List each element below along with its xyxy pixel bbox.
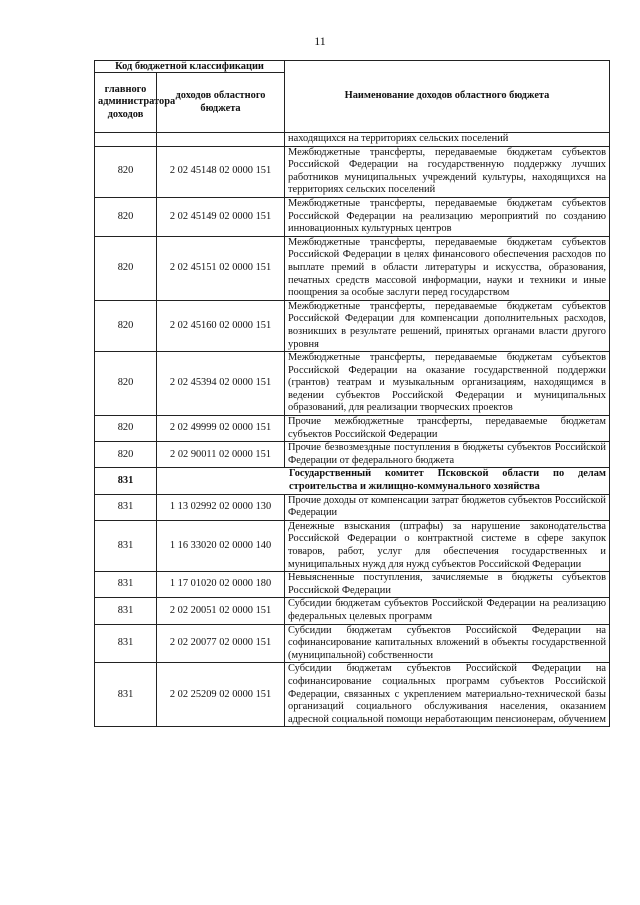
header-budget-code-group: Код бюджетной классификации [95, 61, 285, 73]
cell-income-name: Государственный комитет Псковской области по делам строительства и жилищно-коммунального хозяйства [157, 468, 610, 494]
table-row [95, 133, 610, 147]
cell-income-name: Межбюджетные трансферты, передаваемые бюджетам субъектов Российской Федерации на государственную поддержку лучших работников муниципальных учреждений культуры, находящихся на территориях сельских поселений [285, 146, 610, 197]
cell-admin-code: 820 [95, 442, 157, 468]
cell-admin-code: 831 [95, 663, 157, 727]
cell-income-name: Субсидии бюджетам субъектов Российской Федерации на софинансирование социальных программ субъектов Российской Федерации, связанных с укреплением материально-технической базы организаций социального обслуживания населения, оказанием адресной социальной помощи неработающим пенсионерам, обучением [285, 663, 610, 727]
cell-admin-code: 820 [95, 416, 157, 442]
table-row [95, 197, 610, 236]
cell-income-name: Прочие межбюджетные трансферты, передаваемые бюджетам субъектов Российской Федерации [285, 416, 610, 442]
cell-income-name: находящихся на территориях сельских поселений [285, 133, 610, 147]
cell-income-code: 2 02 45149 02 0000 151 [157, 197, 285, 236]
cell-admin-code: 831 [95, 520, 157, 571]
cell-income-code: 2 02 25209 02 0000 151 [157, 663, 285, 727]
cell-admin-code: 831 [95, 598, 157, 624]
header-income-column: доходов областного бюджета [157, 73, 285, 133]
cell-income-code: 1 16 33020 02 0000 140 [157, 520, 285, 571]
cell-income-code: 2 02 45394 02 0000 151 [157, 352, 285, 416]
cell-income-name: Денежные взыскания (штрафы) за нарушение законодательства Российской Федерации о контрактной системе в сфере закупок товаров, работ, услуг для обеспечения государственных и муниципальных нужд для нужд субъектов Российской Федерации [285, 520, 610, 571]
table-row [95, 236, 610, 300]
table-row [95, 624, 610, 663]
table-row [95, 416, 610, 442]
table-row [95, 442, 610, 468]
cell-income-code: 2 02 90011 02 0000 151 [157, 442, 285, 468]
table-row [95, 572, 610, 598]
cell-admin-code: 820 [95, 146, 157, 197]
cell-admin-code: 820 [95, 300, 157, 351]
table-row [95, 146, 610, 197]
table-row [95, 663, 610, 727]
cell-income-name: Невыясненные поступления, зачисляемые в бюджеты субъектов Российской Федерации [285, 572, 610, 598]
cell-admin-code: 820 [95, 236, 157, 300]
cell-admin-code: 831 [95, 468, 157, 494]
cell-admin-code: 820 [95, 197, 157, 236]
table-row [95, 598, 610, 624]
cell-income-name: Межбюджетные трансферты, передаваемые бюджетам субъектов Российской Федерации в целях финансового обеспечения расходов по выплате премий в области литературы и искусства, образования, печатных средств массовой информации, науки и техники и иные поощрения за особые заслуги перед государством [285, 236, 610, 300]
cell-income-code: 2 02 45151 02 0000 151 [157, 236, 285, 300]
cell-income-code: 2 02 20077 02 0000 151 [157, 624, 285, 663]
budget-classification-table [94, 60, 610, 727]
table-body [95, 133, 610, 727]
table-row [95, 352, 610, 416]
cell-income-code [157, 133, 285, 147]
cell-admin-code [95, 133, 157, 147]
table-row [95, 494, 610, 520]
cell-admin-code: 831 [95, 572, 157, 598]
table-row [95, 468, 610, 494]
cell-income-code: 1 17 01020 02 0000 180 [157, 572, 285, 598]
cell-income-name: Прочие доходы от компенсации затрат бюджетов субъектов Российской Федерации [285, 494, 610, 520]
cell-admin-code: 831 [95, 494, 157, 520]
table-row [95, 520, 610, 571]
cell-income-name: Межбюджетные трансферты, передаваемые бюджетам субъектов Российской Федерации на оказание государственной поддержки (грантов) театрам и музыкальным организациям, находящимся в ведении субъектов Российской Федерации и муниципальных образований, для реализации творческих проектов [285, 352, 610, 416]
cell-admin-code: 831 [95, 624, 157, 663]
cell-income-name: Субсидии бюджетам субъектов Российской Федерации на софинансирование капитальных вложений в объекты государственной (муниципальной) собственности [285, 624, 610, 663]
table-row [95, 300, 610, 351]
cell-income-code: 2 02 45160 02 0000 151 [157, 300, 285, 351]
cell-income-code: 2 02 20051 02 0000 151 [157, 598, 285, 624]
cell-income-name: Межбюджетные трансферты, передаваемые бюджетам субъектов Российской Федерации на реализацию мероприятий по созданию инновационных культурных центров [285, 197, 610, 236]
page-number: 11 [314, 34, 326, 48]
cell-admin-code: 820 [95, 352, 157, 416]
header-name-column: Наименование доходов областного бюджета [285, 61, 610, 133]
header-admin-column: главного администратора доходов [95, 73, 157, 133]
cell-income-code: 2 02 45148 02 0000 151 [157, 146, 285, 197]
cell-income-code: 1 13 02992 02 0000 130 [157, 494, 285, 520]
cell-income-name: Субсидии бюджетам субъектов Российской Федерации на реализацию федеральных целевых программ [285, 598, 610, 624]
table-header-row [95, 61, 610, 73]
cell-income-code: 2 02 49999 02 0000 151 [157, 416, 285, 442]
cell-income-name: Прочие безвозмездные поступления в бюджеты субъектов Российской Федерации от федерального бюджета [285, 442, 610, 468]
cell-income-name: Межбюджетные трансферты, передаваемые бюджетам субъектов Российской Федерации для компенсации дополнительных расходов, возникших в результате решений, принятых органами власти другого уровня [285, 300, 610, 351]
